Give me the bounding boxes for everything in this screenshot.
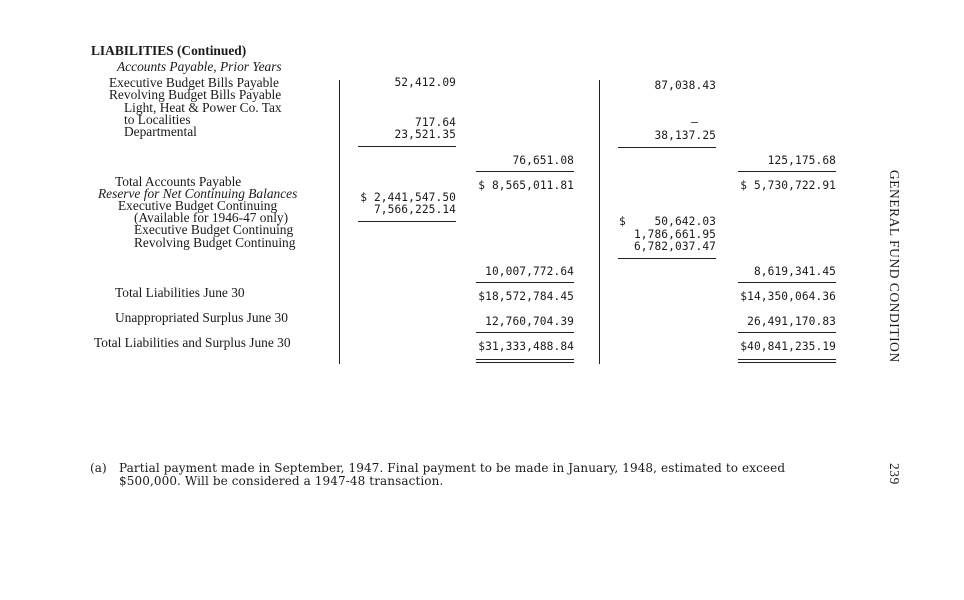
col1-exec-bills: 52,412.09 [394,76,456,89]
col4-total-ap: $ 5,730,722.91 [740,179,836,192]
col4-total-liabilities-surplus: $40,841,235.19 [740,340,836,353]
footnote-line-1: Partial payment made in September, 1947. Final payment to be made in January, 1948, estimated to exceed [119,461,786,475]
column-rule-middle [599,80,600,364]
label-total-liabilities: Total Liabilities June 30 [115,285,245,300]
col3-exec-bills: 87,038.43 [654,79,716,92]
col1-reserve: $ 2,441,547.50 [360,191,456,204]
col2-ap-rule [476,171,574,172]
col3-dollar-sign: $ [619,215,626,228]
col2-double-rule-1 [476,359,574,360]
footnote-line-2: $500,000. Will be considered a 1947-48 transaction. [119,474,444,488]
side-running-title: GENERAL FUND CONDITION [887,170,902,363]
label-total-ap: Total Accounts Payable [115,174,242,189]
col4-ap-rule [738,171,836,172]
col4-total-liabilities: $14,350,064.36 [740,290,836,303]
col1-to-localities: 717.64 [414,116,456,129]
section-heading: LIABILITIES (Continued) [91,43,247,58]
col1-subtotal-rule [358,146,456,147]
col4-double-rule-2 [738,362,836,363]
label-exec-bills: Executive Budget Bills Payable [109,75,279,90]
col2-unappropriated-surplus: 12,760,704.39 [485,315,574,328]
col4-unappropriated-surplus: 26,491,170.83 [747,315,836,328]
label-rev-continuing: Revolving Budget Continuing [134,235,296,250]
label-available: (Available for 1946-47 only) [134,210,289,225]
column-rule-left [339,80,340,364]
col4-departmental-total: 125,175.68 [767,154,836,167]
label-reserve: Reserve for Net Continuing Balances [98,186,298,201]
col2-double-rule-2 [476,362,574,363]
col2-total-liabilities-surplus: $31,333,488.84 [478,340,574,353]
col3-subtotal-rule [618,147,716,148]
col3-reserve-rule [618,258,716,259]
col4-liabilities-rule [738,282,836,283]
label-total-liabilities-surplus: Total Liabilities and Surplus June 30 [94,335,291,350]
footnote-marker: (a) [90,461,107,475]
page-number: 239 [887,463,902,485]
col2-reserve-total: 10,007,772.64 [485,265,574,278]
label-exec-continuing-2: Executive Budget Continuing [134,222,294,237]
col3-to-localities: — [691,116,698,129]
col2-total-ap: $ 8,565,011.81 [478,179,574,192]
label-departmental: Departmental [124,124,197,139]
col1-departmental: 23,521.35 [394,128,456,141]
col2-departmental-total: 76,651.08 [512,154,574,167]
col2-grand-rule [476,332,574,333]
col3-departmental: 38,137.25 [654,129,716,142]
col2-total-liabilities: $18,572,784.45 [478,290,574,303]
col3-available: 50,642.03 [654,215,716,228]
col2-liabilities-rule [476,282,574,283]
label-light-heat: Light, Heat & Power Co. Tax [124,100,282,115]
col3-rev-continuing: 6,782,037.47 [633,240,716,253]
accounts-payable-subheading: Accounts Payable, Prior Years [117,59,282,74]
col3-exec-continuing: 1,786,661.95 [633,228,716,241]
col1-reserve-rule [358,221,456,222]
col4-reserve-total: 8,619,341.45 [753,265,836,278]
col4-grand-rule [738,332,836,333]
col4-double-rule-1 [738,359,836,360]
label-unappropriated-surplus: Unappropriated Surplus June 30 [115,310,288,325]
label-to-localities: to Localities [124,112,191,127]
label-rev-bills: Revolving Budget Bills Payable [109,87,282,102]
label-exec-continuing: Executive Budget Continuing [118,198,278,213]
col1-exec-continuing: 7,566,225.14 [373,203,456,216]
